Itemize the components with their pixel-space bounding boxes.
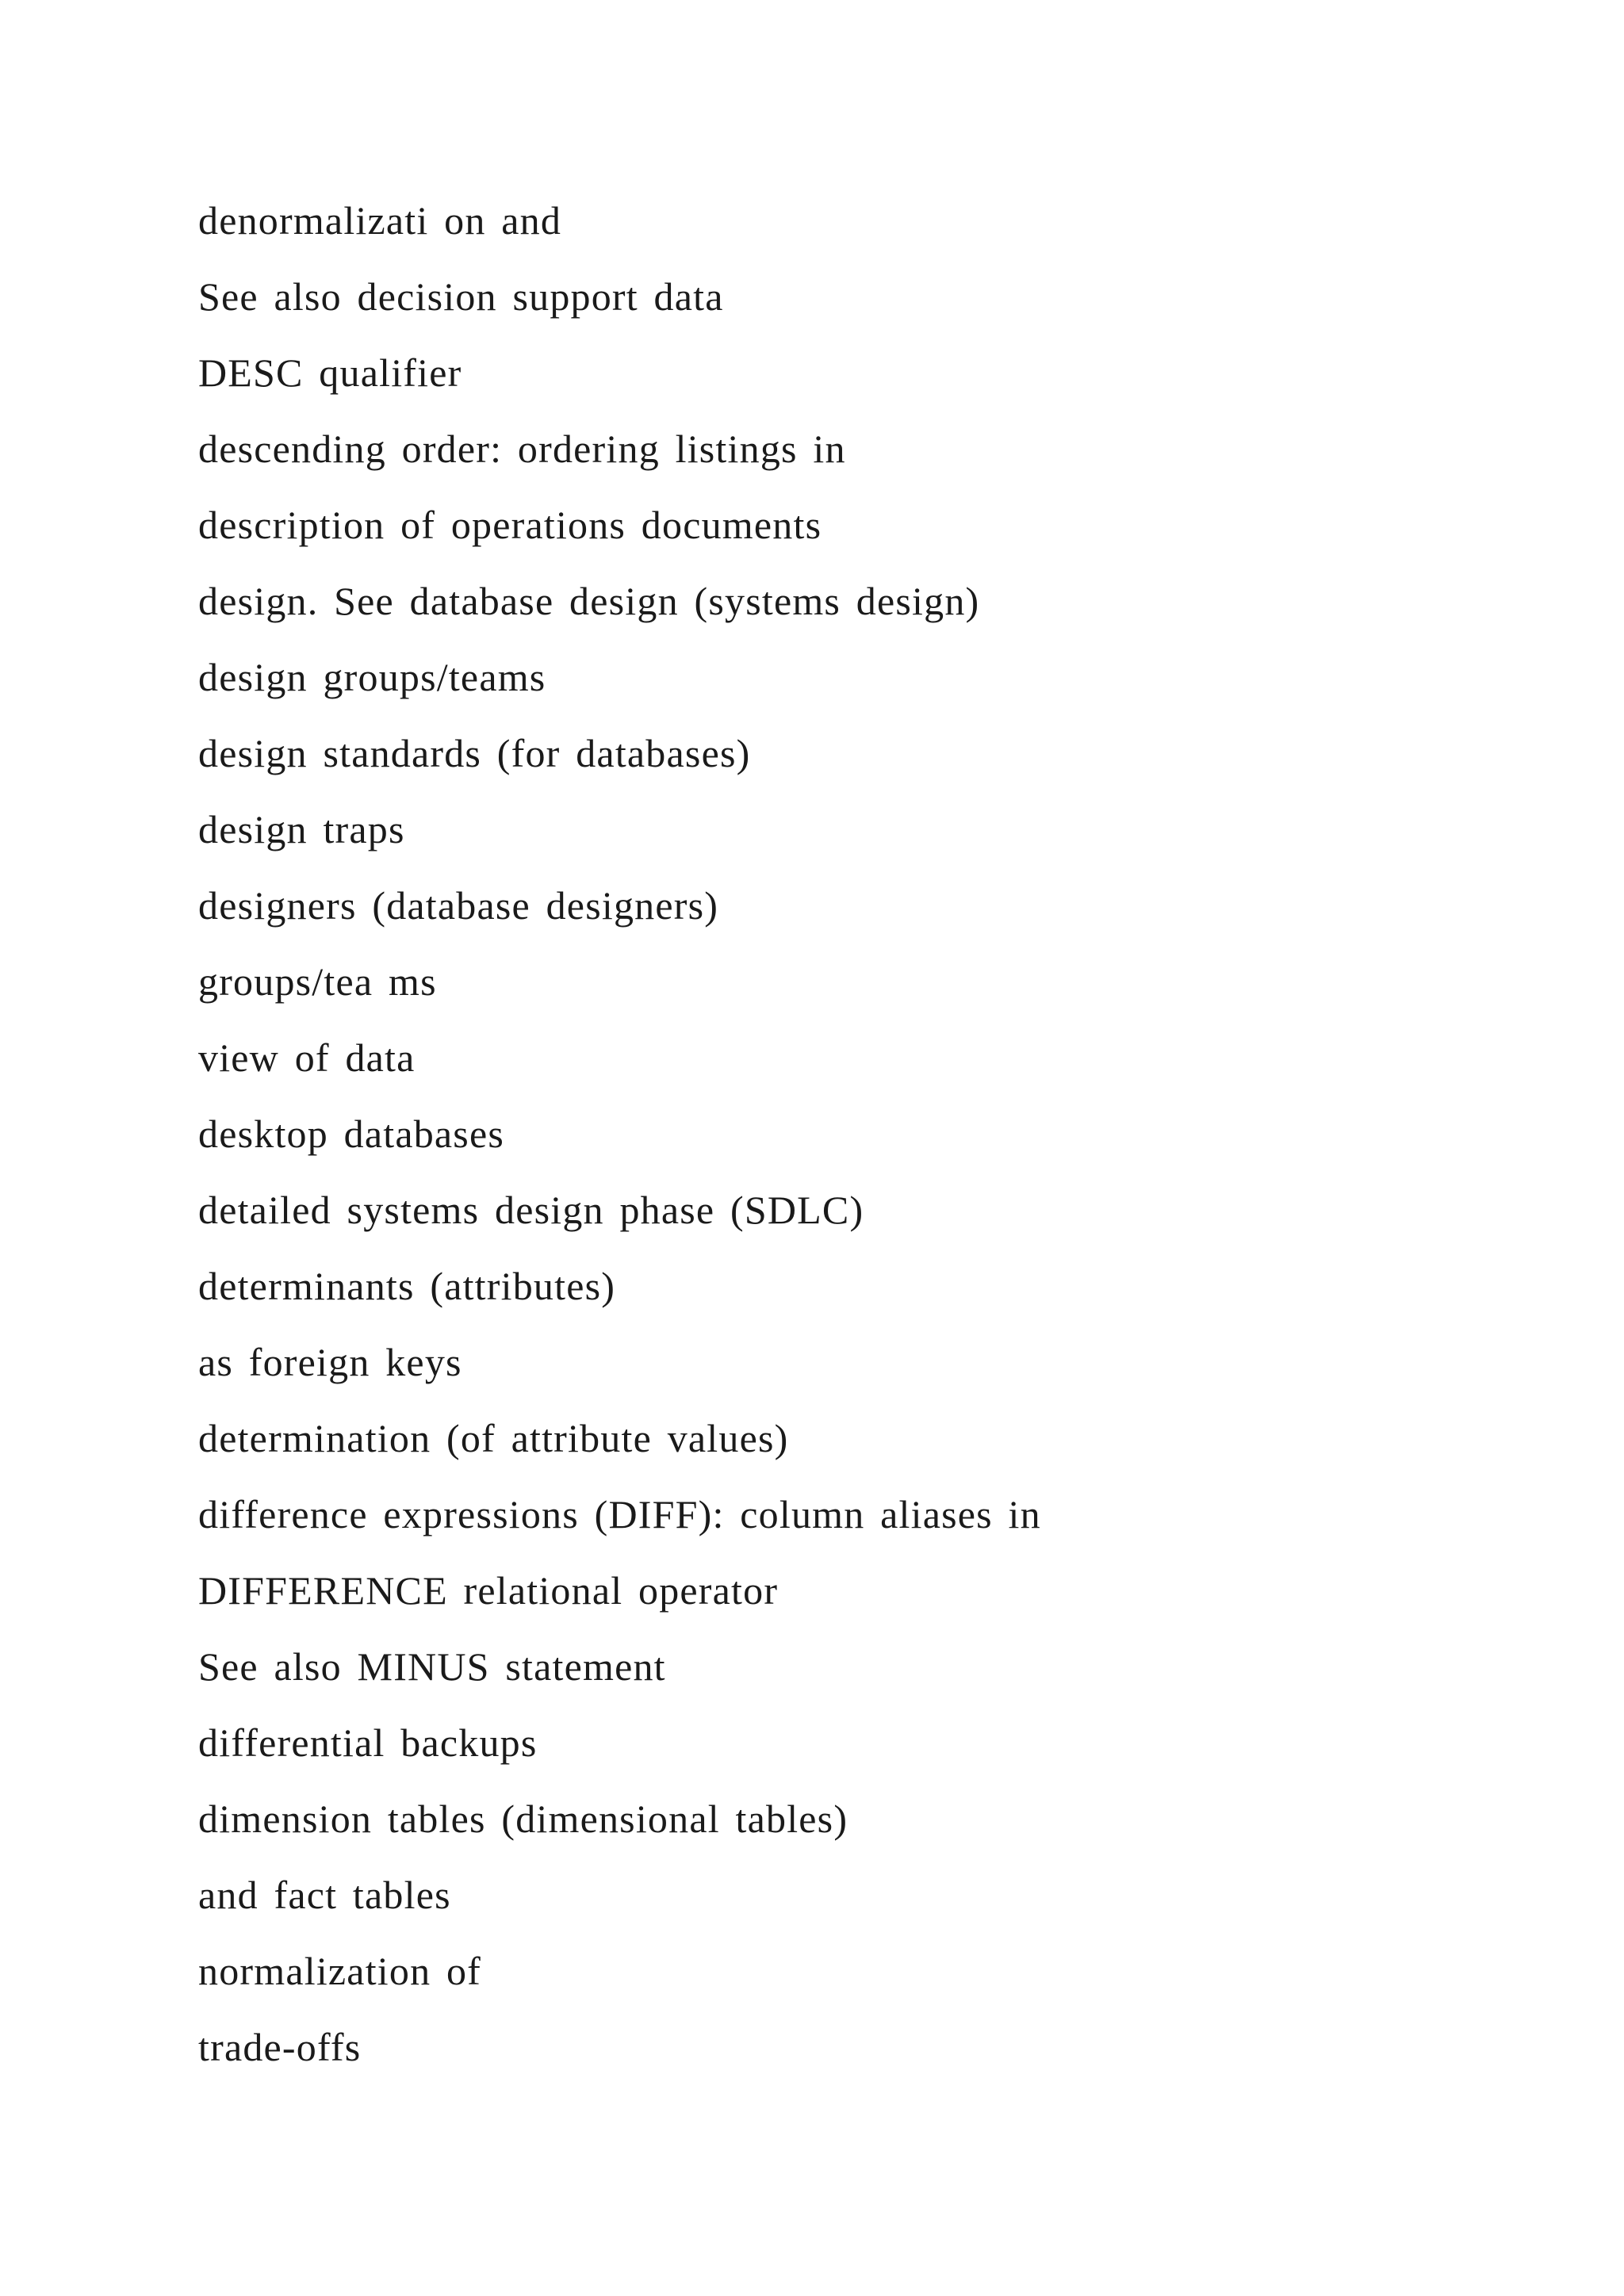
index-entry: as foreign keys: [198, 1340, 462, 1384]
index-entry: and fact tables: [198, 1873, 451, 1917]
index-entry: denormalizati on and: [198, 198, 562, 243]
index-entry: determinants (attributes): [198, 1264, 616, 1308]
index-entry-list: [198, 190, 1041, 2093]
index-entry: design traps: [198, 807, 405, 851]
index-entry: trade-offs: [198, 2025, 362, 2069]
index-entry: detailed systems design phase (SDLC): [198, 1188, 864, 1232]
index-entry: determination (of attribute values): [198, 1416, 789, 1460]
index-entry: design. See database design (systems design): [198, 579, 980, 623]
index-entry: designers (database designers): [198, 883, 719, 928]
index-entry: dimension tables (dimensional tables): [198, 1797, 848, 1841]
index-entry: design standards (for databases): [198, 731, 751, 775]
index-entry: DIFFERENCE relational operator: [198, 1568, 779, 1613]
index-entry: See also MINUS statement: [198, 1644, 666, 1689]
index-entry: normalization of: [198, 1949, 482, 1993]
index-entry: design groups/teams: [198, 655, 546, 699]
index-entry: view of data: [198, 1035, 416, 1080]
index-entry: desktop databases: [198, 1112, 505, 1156]
index-entry: descending order: ordering listings in: [198, 427, 846, 471]
index-entry: difference expressions (DIFF): column aliases in: [198, 1492, 1041, 1536]
index-entry: differential backups: [198, 1720, 538, 1765]
index-entry: See also decision support data: [198, 274, 724, 319]
index-entry: description of operations documents: [198, 503, 822, 547]
index-entry: DESC qualifier: [198, 350, 462, 395]
index-entry: groups/tea ms: [198, 959, 437, 1004]
